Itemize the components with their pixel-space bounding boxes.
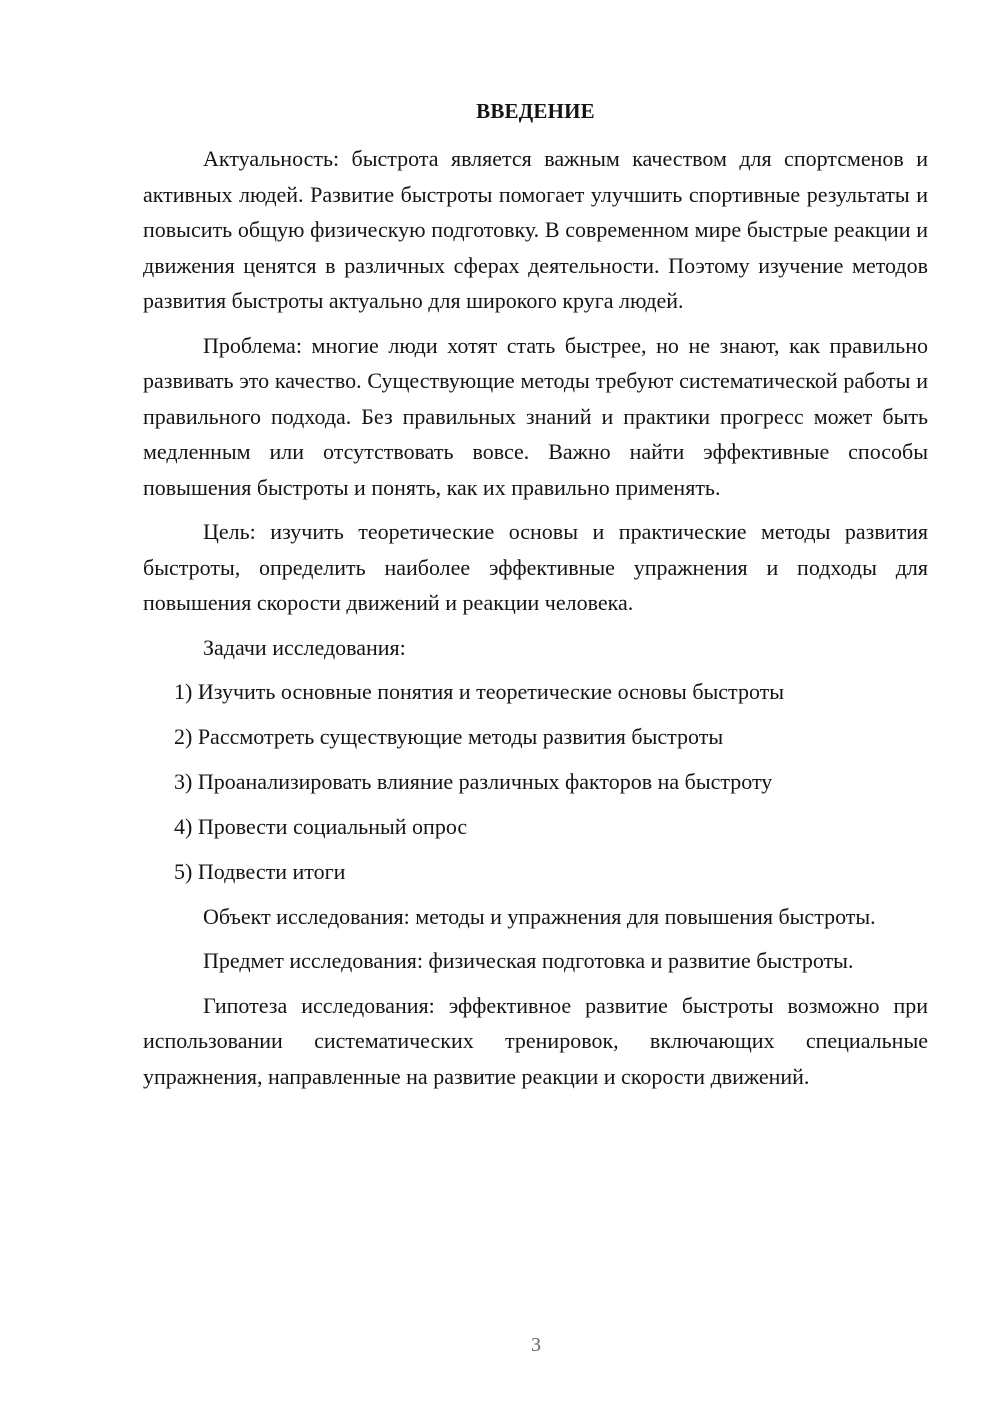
problem-paragraph: Проблема: многие люди хотят стать быстрее, но не знают, как правильно развивать это качество. Существующие методы требуют систематической работы и правильного подхода. Без правильных знаний и практики прогресс может быть медленным или отсутствовать вовсе. Важно найти эффективные способы повышения быстроты и понять, как их правильно применять.	[143, 332, 928, 500]
task-item: 2) Рассмотреть существующие методы развития быстроты	[174, 723, 724, 749]
goal-paragraph: Цель: изучить теоретические основы и практические методы развития быстроты, определить наиболее эффективные упражнения и подходы для повышения скорости движений и реакции человека.	[143, 519, 928, 615]
task-item: 3) Проанализировать влияние различных факторов на быстроту	[174, 768, 773, 794]
task-item: 5) Подвести итоги	[174, 858, 346, 884]
tasks-list	[143, 674, 928, 889]
object-paragraph: Объект исследования: методы и упражнения для повышения быстроты.	[203, 903, 876, 929]
hypothesis-paragraph: Гипотеза исследования: эффективное развитие быстроты возможно при использовании систематических тренировок, включающих специальные упражнения, направленные на развитие реакции и скорости движений.	[143, 992, 928, 1089]
tasks-label: Задачи исследования:	[203, 634, 406, 660]
page-content	[143, 94, 928, 1103]
task-item: 4) Провести социальный опрос	[174, 813, 468, 839]
relevance-paragraph: Актуальность: быстрота является важным качеством для спортсменов и активных людей. Развитие быстроты помогает улучшить спортивные результаты и повысить общую физическую подготовку. В современном мире быстрые реакции и движения ценятся в различных сферах деятельности. Поэтому изучение методов развития быстроты актуально для широкого круга людей.	[143, 146, 928, 313]
page-number: 3	[531, 1334, 541, 1356]
section-title: ВВЕДЕНИЕ	[476, 99, 595, 123]
subject-paragraph: Предмет исследования: физическая подготовка и развитие быстроты.	[203, 948, 854, 973]
task-item: 1) Изучить основные понятия и теоретические основы быстроты	[174, 678, 785, 704]
